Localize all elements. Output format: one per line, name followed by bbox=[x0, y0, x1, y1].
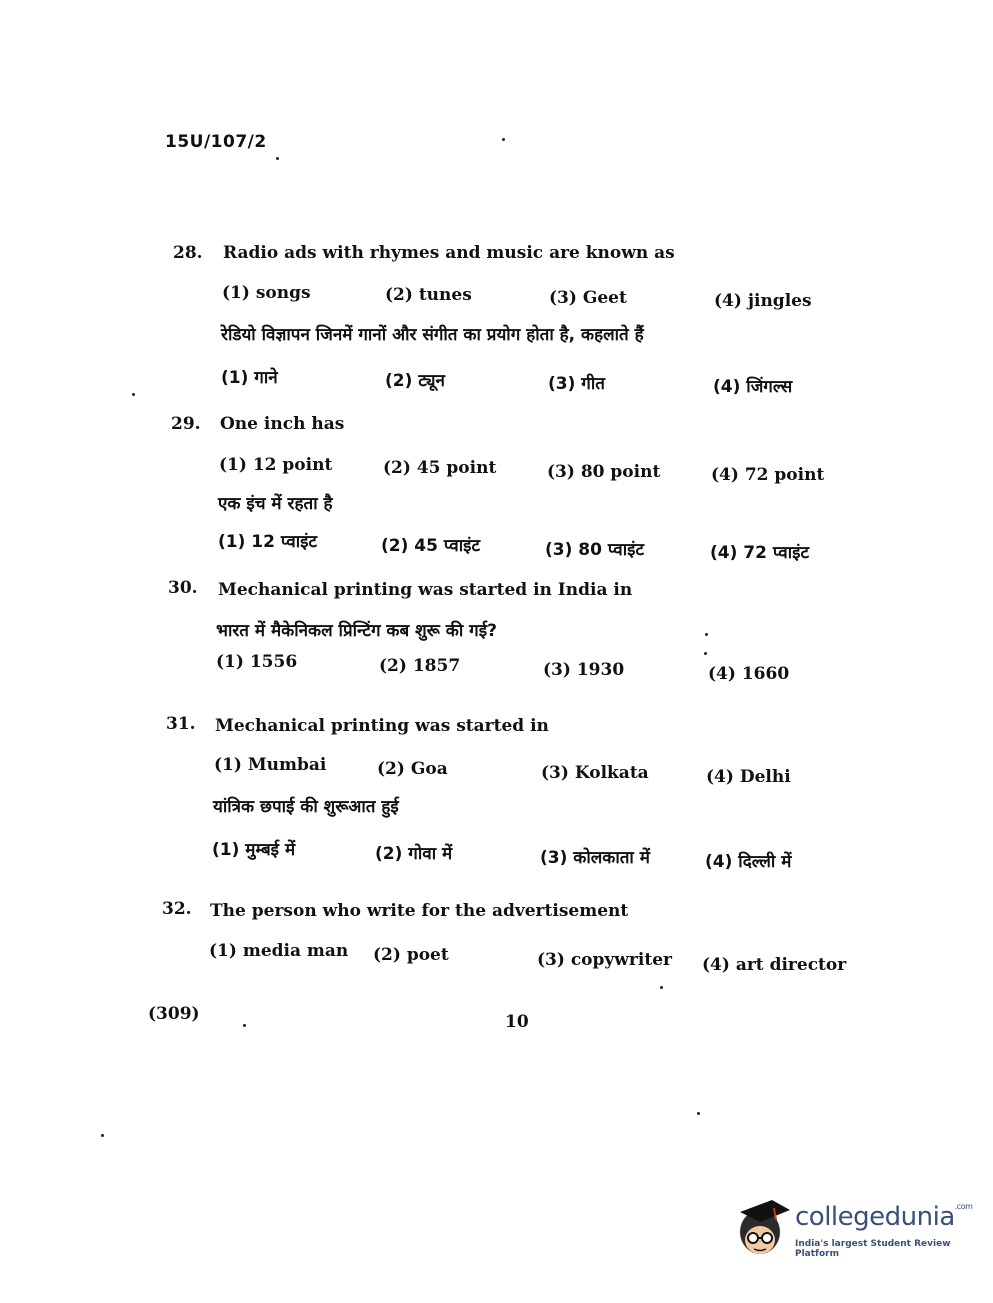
option-4-hi: (4) दिल्ली में bbox=[705, 852, 792, 872]
paper-code: 15U/107/2 bbox=[165, 132, 267, 152]
option-2-hi: (2) ट्यून bbox=[385, 371, 445, 391]
option-4: (4) art director bbox=[702, 955, 847, 975]
question-number: 29. bbox=[171, 414, 201, 434]
option-2-hi: (2) गोवा में bbox=[375, 844, 453, 864]
question-text-hi: रेडियो विज्ञापन जिनमें गानों और संगीत का प्रयोग होता है, कहलाते हैं bbox=[221, 325, 644, 345]
option-3: (3) Geet bbox=[549, 288, 627, 308]
question-text-hi: यांत्रिक छपाई की शुरूआत हुई bbox=[213, 797, 399, 817]
question-text-en: Radio ads with rhymes and music are known as bbox=[223, 243, 675, 263]
logo-wordmark: collegedunia$^{.com}$ bbox=[795, 1202, 973, 1232]
option-2: (2) Goa bbox=[377, 759, 448, 779]
option-2: (2) 45 point bbox=[383, 458, 497, 478]
page-number: 10 bbox=[505, 1012, 529, 1032]
option-2: (2) 1857 bbox=[379, 656, 461, 676]
scan-speck bbox=[132, 393, 135, 396]
option-4: (4) jingles bbox=[714, 291, 812, 311]
scan-speck bbox=[660, 986, 663, 989]
question-number: 30. bbox=[168, 578, 198, 598]
option-4: (4) Delhi bbox=[706, 767, 791, 787]
option-3-hi: (3) कोलकाता में bbox=[540, 848, 650, 868]
question-text-en: The person who write for the advertisement bbox=[210, 901, 629, 921]
option-1-hi: (1) 12 प्वाइंट bbox=[218, 532, 318, 552]
question-number: 28. bbox=[173, 243, 203, 263]
option-2: (2) tunes bbox=[385, 285, 472, 305]
collegedunia-logo bbox=[732, 1194, 973, 1264]
option-1: (1) songs bbox=[222, 283, 311, 303]
option-3-hi: (3) गीत bbox=[548, 374, 605, 394]
scan-speck bbox=[705, 633, 708, 636]
question-number: 31. bbox=[166, 714, 196, 734]
option-1-hi: (1) मुम्बई में bbox=[212, 840, 296, 860]
option-3: (3) 80 point bbox=[547, 462, 661, 482]
option-4: (4) 72 point bbox=[711, 465, 825, 485]
option-4-hi: (4) 72 प्वाइंट bbox=[710, 543, 810, 563]
question-number: 32. bbox=[162, 899, 192, 919]
scan-speck bbox=[243, 1024, 246, 1027]
option-4: (4) 1660 bbox=[708, 664, 790, 684]
option-3: (3) copywriter bbox=[537, 950, 672, 970]
option-4-hi: (4) जिंगल्स bbox=[713, 377, 793, 397]
question-text-en: Mechanical printing was started in bbox=[215, 716, 549, 736]
option-1: (1) 12 point bbox=[219, 455, 333, 475]
option-1-hi: (1) गाने bbox=[221, 368, 278, 388]
student-mascot-icon bbox=[732, 1194, 792, 1264]
scan-speck bbox=[697, 1112, 700, 1115]
question-text-hi: एक इंच में रहता है bbox=[218, 494, 333, 514]
logo-tagline: India's largest Student Review Platform bbox=[795, 1239, 951, 1259]
option-3: (3) Kolkata bbox=[541, 763, 649, 783]
option-3: (3) 1930 bbox=[543, 660, 625, 680]
footer-code: (309) bbox=[148, 1004, 200, 1024]
scan-speck bbox=[704, 652, 707, 655]
question-text-en: One inch has bbox=[220, 414, 345, 434]
option-3-hi: (3) 80 प्वाइंट bbox=[545, 540, 645, 560]
question-text-en: Mechanical printing was started in India in bbox=[218, 580, 633, 600]
option-2-hi: (2) 45 प्वाइंट bbox=[381, 536, 481, 556]
scan-speck bbox=[502, 138, 505, 141]
option-1: (1) Mumbai bbox=[214, 755, 327, 775]
scan-speck bbox=[276, 157, 279, 160]
option-1: (1) 1556 bbox=[216, 652, 298, 672]
scan-speck bbox=[101, 1134, 104, 1137]
question-text-hi: भारत में मैकेनिकल प्रिन्टिंग कब शुरू की गई? bbox=[216, 621, 497, 641]
option-2: (2) poet bbox=[373, 945, 449, 965]
option-1: (1) media man bbox=[209, 941, 349, 961]
